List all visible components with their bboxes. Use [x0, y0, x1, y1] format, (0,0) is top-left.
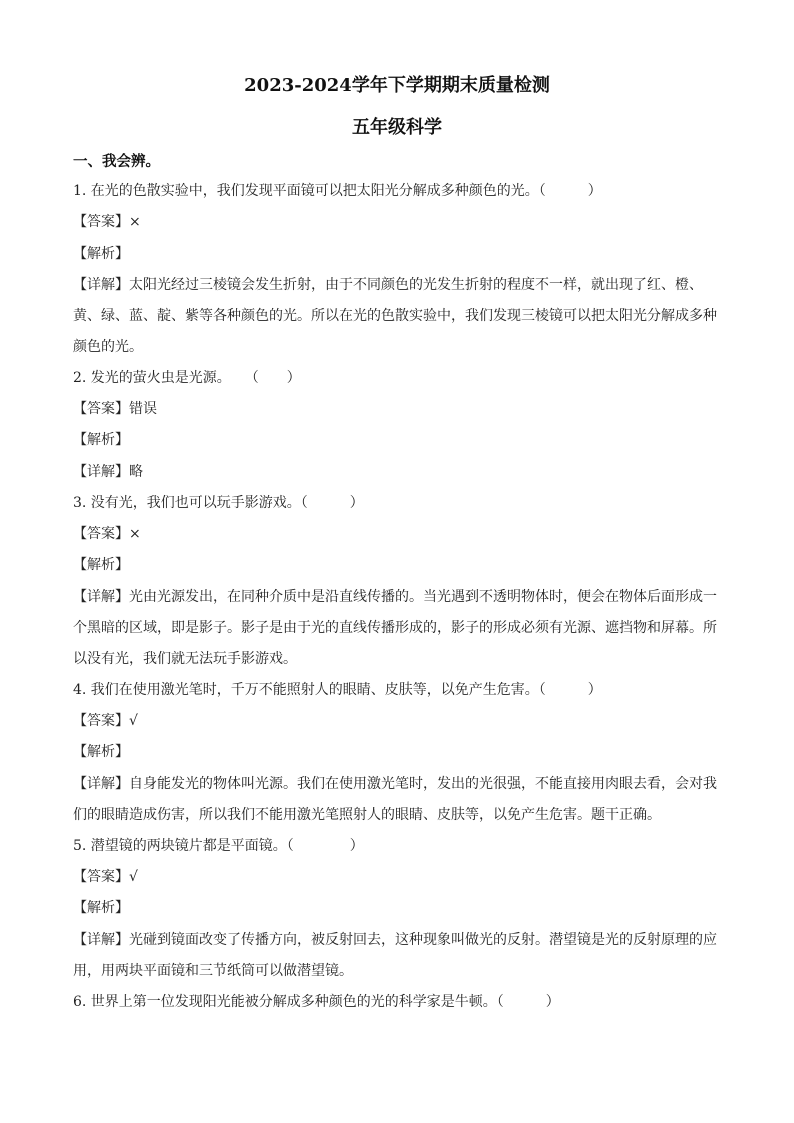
- exam-title: 2023-2024学年下学期期末质量检测: [244, 75, 550, 96]
- analysis-label-4: 【解析】: [73, 744, 129, 760]
- detail-line-4-1: [73, 774, 733, 794]
- answer-value-1: ×: [129, 214, 141, 230]
- detail-line-1-2: 黄、绿、蓝、靛、紫等各种颜色的光。所以在光的色散实验中，我们发现三棱镜可以把太阳光分解成多种: [73, 308, 717, 324]
- detail-text: 太阳光经过三棱镜会发生折射，由于不同颜色的光发生折射的程度不一样，就出现了红、橙、: [129, 277, 703, 293]
- detail-line-1-3: 颜色的光。: [73, 339, 143, 355]
- question-6-text: 6. 世界上第一位发现阳光能被分解成多种颜色的光的科学家是牛顿。（ ）: [73, 994, 560, 1010]
- answer-line-5: [73, 867, 733, 887]
- answer-line-3: [73, 524, 733, 544]
- section-heading: 一、我会辨。: [73, 153, 160, 170]
- detail-line-1-1: [73, 275, 733, 295]
- answer-line-2: [73, 399, 733, 419]
- detail-text: 光碰到镜面改变了传播方向，被反射回去，这种现象叫做光的反射。潜望镜是光的反射原理的应: [129, 932, 717, 948]
- detail-line-3-1: [73, 587, 733, 607]
- detail-label: 【详解】: [73, 277, 129, 293]
- answer-value-4: √: [129, 713, 138, 729]
- answer-label: 【答案】: [73, 214, 129, 230]
- answer-line-4: [73, 711, 733, 731]
- answer-value-5: √: [129, 869, 138, 885]
- question-4-text: 4. 我们在使用激光笔时，千万不能照射人的眼睛、皮肤等，以免产生危害。（ ）: [73, 682, 602, 698]
- answer-label: 【答案】: [73, 713, 129, 729]
- detail-line-5-2: 用，用两块平面镜和三节纸筒可以做潜望镜。: [73, 963, 353, 979]
- question-5-text: 5. 潜望镜的两块镜片都是平面镜。（ ）: [73, 838, 364, 854]
- detail-label: 【详解】: [73, 932, 129, 948]
- answer-value-3: ×: [129, 526, 141, 542]
- answer-line-1: [73, 212, 733, 232]
- answer-label: 【答案】: [73, 401, 129, 417]
- question-3-text: 3. 没有光，我们也可以玩手影游戏。（ ）: [73, 495, 364, 511]
- detail-line-3-2: 个黑暗的区域，即是影子。影子是由于光的直线传播形成的，影子的形成必须有光源、遮挡物和屏幕。所: [73, 620, 717, 636]
- analysis-label-2: 【解析】: [73, 432, 129, 448]
- detail-line-4-2: 们的眼睛造成伤害，所以我们不能用激光笔照射人的眼睛、皮肤等，以免产生危害。题干正确。: [73, 807, 661, 823]
- detail-label: 【详解】: [73, 464, 129, 480]
- detail-text: 自身能发光的物体叫光源。我们在使用激光笔时，发出的光很强，不能直接用肉眼去看，会对我: [129, 776, 717, 792]
- answer-label: 【答案】: [73, 526, 129, 542]
- exam-subtitle: 五年级科学: [352, 117, 442, 138]
- analysis-label-5: 【解析】: [73, 900, 129, 916]
- detail-text: 光由光源发出，在同种介质中是沿直线传播的。当光遇到不透明物体时，便会在物体后面形成一: [129, 589, 717, 605]
- analysis-label-1: 【解析】: [73, 246, 129, 262]
- question-2-text: 2. 发光的萤火虫是光源。 （ ）: [73, 370, 301, 386]
- question-1-text: 1. 在光的色散实验中，我们发现平面镜可以把太阳光分解成多种颜色的光。（ ）: [73, 183, 602, 199]
- detail-text: 略: [129, 464, 143, 480]
- answer-label: 【答案】: [73, 869, 129, 885]
- detail-label: 【详解】: [73, 776, 129, 792]
- analysis-label-3: 【解析】: [73, 557, 129, 573]
- detail-line-5-1: [73, 930, 733, 950]
- answer-value-2: 错误: [129, 401, 157, 417]
- detail-line-3-3: 以没有光，我们就无法玩手影游戏。: [73, 651, 297, 667]
- detail-label: 【详解】: [73, 589, 129, 605]
- detail-line-2-1: [73, 462, 733, 482]
